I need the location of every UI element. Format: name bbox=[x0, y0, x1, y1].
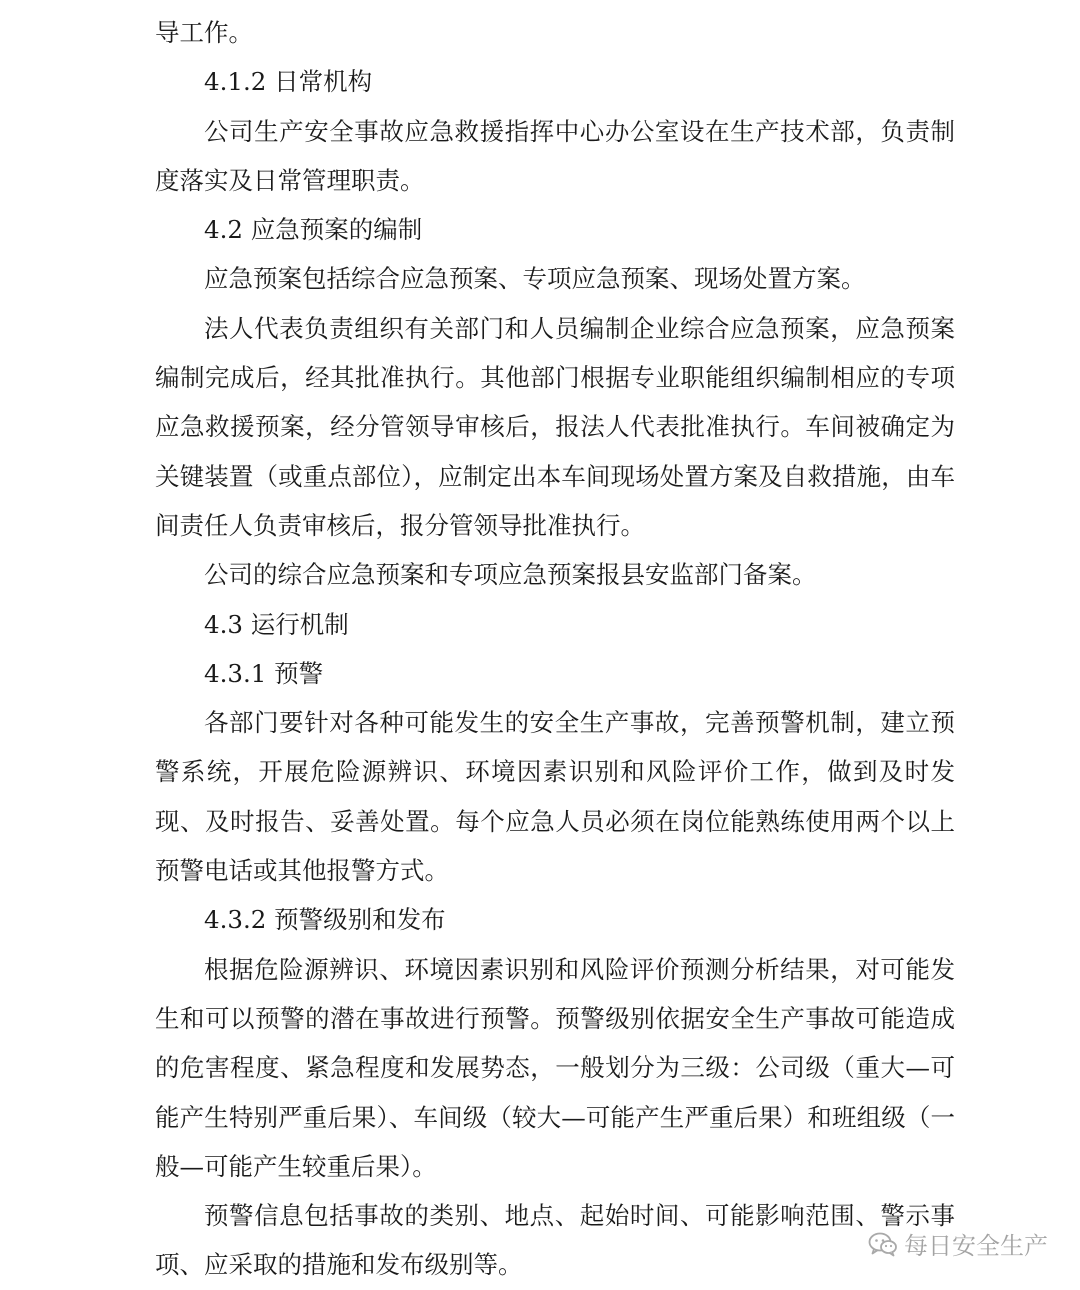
section-heading-4-2: 4.2 应急预案的编制 bbox=[204, 215, 423, 245]
paragraph: 公司生产安全事故应急救援指挥中心办公室设在生产技术部，负责制度落实及日常管理职责。 bbox=[155, 116, 955, 195]
section-heading-4-1-2: 4.1.2 日常机构 bbox=[204, 67, 373, 97]
paragraph: 公司的综合应急预案和专项应急预案报县安监部门备案。 bbox=[204, 560, 817, 590]
paragraph: 应急预案包括综合应急预案、专项应急预案、现场处置方案。 bbox=[204, 264, 866, 294]
paragraph: 预警信息包括事故的类别、地点、起始时间、可能影响范围、警示事项、应采取的措施和发布级别等。 bbox=[155, 1201, 955, 1280]
watermark-text: 每日安全生产 bbox=[904, 1232, 1048, 1260]
paragraph-continuation: 导工作。 bbox=[155, 18, 253, 47]
document-body bbox=[155, 8, 955, 1290]
paragraph: 各部门要针对各种可能发生的安全生产事故，完善预警机制，建立预警系统，开展危险源辨识、环境因素识别和风险评价工作，做到及时发现、及时报告、妥善处置。每个应急人员必须在岗位能熟练使用两个以上预警电话或其他报警方式。 bbox=[155, 708, 955, 886]
wechat-icon bbox=[868, 1231, 898, 1257]
paragraph: 根据危险源辨识、环境因素识别和风险评价预测分析结果，对可能发生和可以预警的潜在事故进行预警。预警级别依据安全生产事故可能造成的危害程度、紧急程度和发展势态，一般划分为三级：公司级（重大—可能产生特别严重后果）、车间级（较大—可能产生严重后果）和班组级（一般—可能产生较重后果）。 bbox=[155, 954, 955, 1181]
section-heading-4-3: 4.3 运行机制 bbox=[204, 609, 349, 639]
section-heading-4-3-1: 4.3.1 预警 bbox=[204, 658, 324, 688]
section-heading-4-3-2: 4.3.2 预警级别和发布 bbox=[204, 905, 446, 935]
paragraph: 法人代表负责组织有关部门和人员编制企业综合应急预案，应急预案编制完成后，经其批准执行。其他部门根据专业职能组织编制相应的专项应急救援预案，经分管领导审核后，报法人代表批准执行。车间被确定为关键装置（或重点部位），应制定出本车间现场处置方案及自救措施，由车间责任人负责审核后，报分管领导批准执行。 bbox=[155, 313, 955, 540]
watermark bbox=[868, 1226, 1048, 1261]
